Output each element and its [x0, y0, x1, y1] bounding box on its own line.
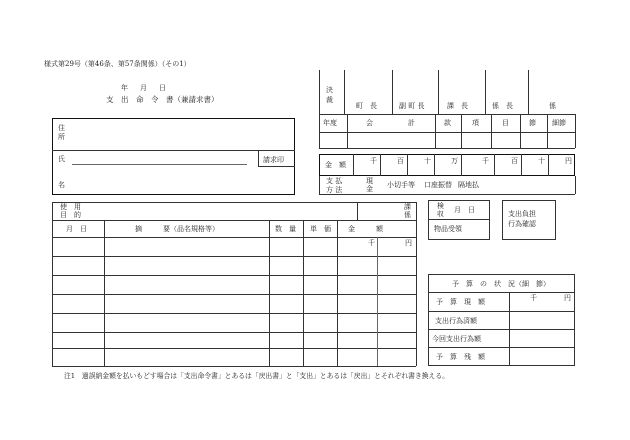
role-subsection-chief: 係 長 — [492, 102, 513, 110]
address-label: 住所 — [58, 124, 65, 141]
fiscal-year-label: 年度 — [323, 119, 337, 127]
kan-label: 款 — [444, 119, 451, 127]
payment-remote: 隔地払 — [458, 181, 479, 189]
kessai-label: 決裁 — [326, 86, 333, 104]
payment-cash: 現金 — [366, 177, 373, 193]
budget-this-time: 今回支出行為額 — [432, 335, 481, 343]
amount-unit: 円 — [565, 157, 572, 165]
amount-unit: 百 — [511, 157, 518, 165]
moku-label: 目 — [502, 119, 509, 127]
header-unit-price: 単 価 — [310, 225, 331, 233]
role-staff: 係 — [549, 102, 556, 110]
header-quantity: 数 量 — [275, 225, 296, 233]
amount-unit: 千 — [370, 157, 377, 165]
header-amount: 金 額 — [348, 225, 383, 233]
header-description: 摘 要（品名規格等） — [135, 225, 219, 233]
kaki-label-bottom: 係 — [404, 211, 411, 219]
commitment-label-bottom: 行為確認 — [508, 220, 536, 228]
kou-label: 項 — [472, 119, 479, 127]
role-section-chief: 課 長 — [447, 102, 468, 110]
date-year-label: 年 — [121, 84, 128, 92]
amount-unit: 千 — [482, 157, 489, 165]
inspection-label-bottom: 収 — [437, 210, 444, 218]
form-number: 様式第29号（第46条、第57条関係）（その1） — [44, 60, 191, 68]
amount-box — [319, 154, 575, 176]
payment-check: 小切手等 — [387, 181, 415, 189]
amount-unit-yen: 円 — [405, 239, 412, 247]
amount-unit: 万 — [451, 157, 458, 165]
payment-label-bottom: 方 法 — [326, 186, 343, 194]
amount-unit: 十 — [424, 157, 431, 165]
amount-unit: 十 — [538, 157, 545, 165]
amount-label: 金 額 — [325, 161, 346, 169]
header-date: 月 日 — [66, 225, 87, 233]
amount-unit-thousand: 千 — [368, 239, 375, 247]
role-mayor: 町 長 — [356, 102, 377, 110]
amount-unit: 百 — [397, 157, 404, 165]
inspection-date-label: 月 日 — [454, 206, 475, 214]
footnote: 注1 過誤納金額を払いもどす場合は「支出命令書」とあるは「戻出書」と「支出」とあるは「戻出」とそれぞれ書き換える。 — [64, 372, 449, 380]
budget-unit-thousand: 千 — [530, 294, 537, 302]
commitment-label-top: 支出負担 — [508, 210, 536, 218]
page-title: 支 出 命 令 書（兼請求書） — [106, 95, 219, 104]
name-underline — [72, 164, 247, 165]
setsu-label: 節 — [529, 119, 536, 127]
goods-receipt-label: 物品受領 — [434, 225, 462, 233]
name-label-top: 氏 — [58, 155, 65, 163]
payment-label-top: 支 払 — [326, 177, 343, 185]
date-day-label: 日 — [159, 84, 166, 92]
date-month-label: 月 — [140, 84, 147, 92]
payment-transfer: 口座振替 — [424, 181, 452, 189]
budget-remaining: 予 算 残 額 — [436, 353, 485, 361]
budget-committed: 支出行為済額 — [435, 317, 477, 325]
budget-title: 予 算 の 状 況（細 節） — [452, 280, 550, 288]
purpose-label-bottom: 目 的 — [60, 211, 81, 219]
budget-current: 予 算 現 額 — [436, 298, 485, 306]
account-label: 会 計 — [366, 119, 415, 127]
inspection-label-top: 検 — [437, 202, 444, 210]
kaki-label-top: 課 — [404, 203, 411, 211]
purpose-label-top: 使 用 — [60, 203, 81, 211]
seal-label: 請求印 — [263, 156, 284, 164]
budget-unit-yen: 円 — [564, 294, 571, 302]
name-label-bottom: 名 — [58, 181, 65, 189]
role-vice-mayor: 副 町 長 — [399, 102, 425, 110]
saisetsu-label: 細節 — [552, 119, 566, 127]
